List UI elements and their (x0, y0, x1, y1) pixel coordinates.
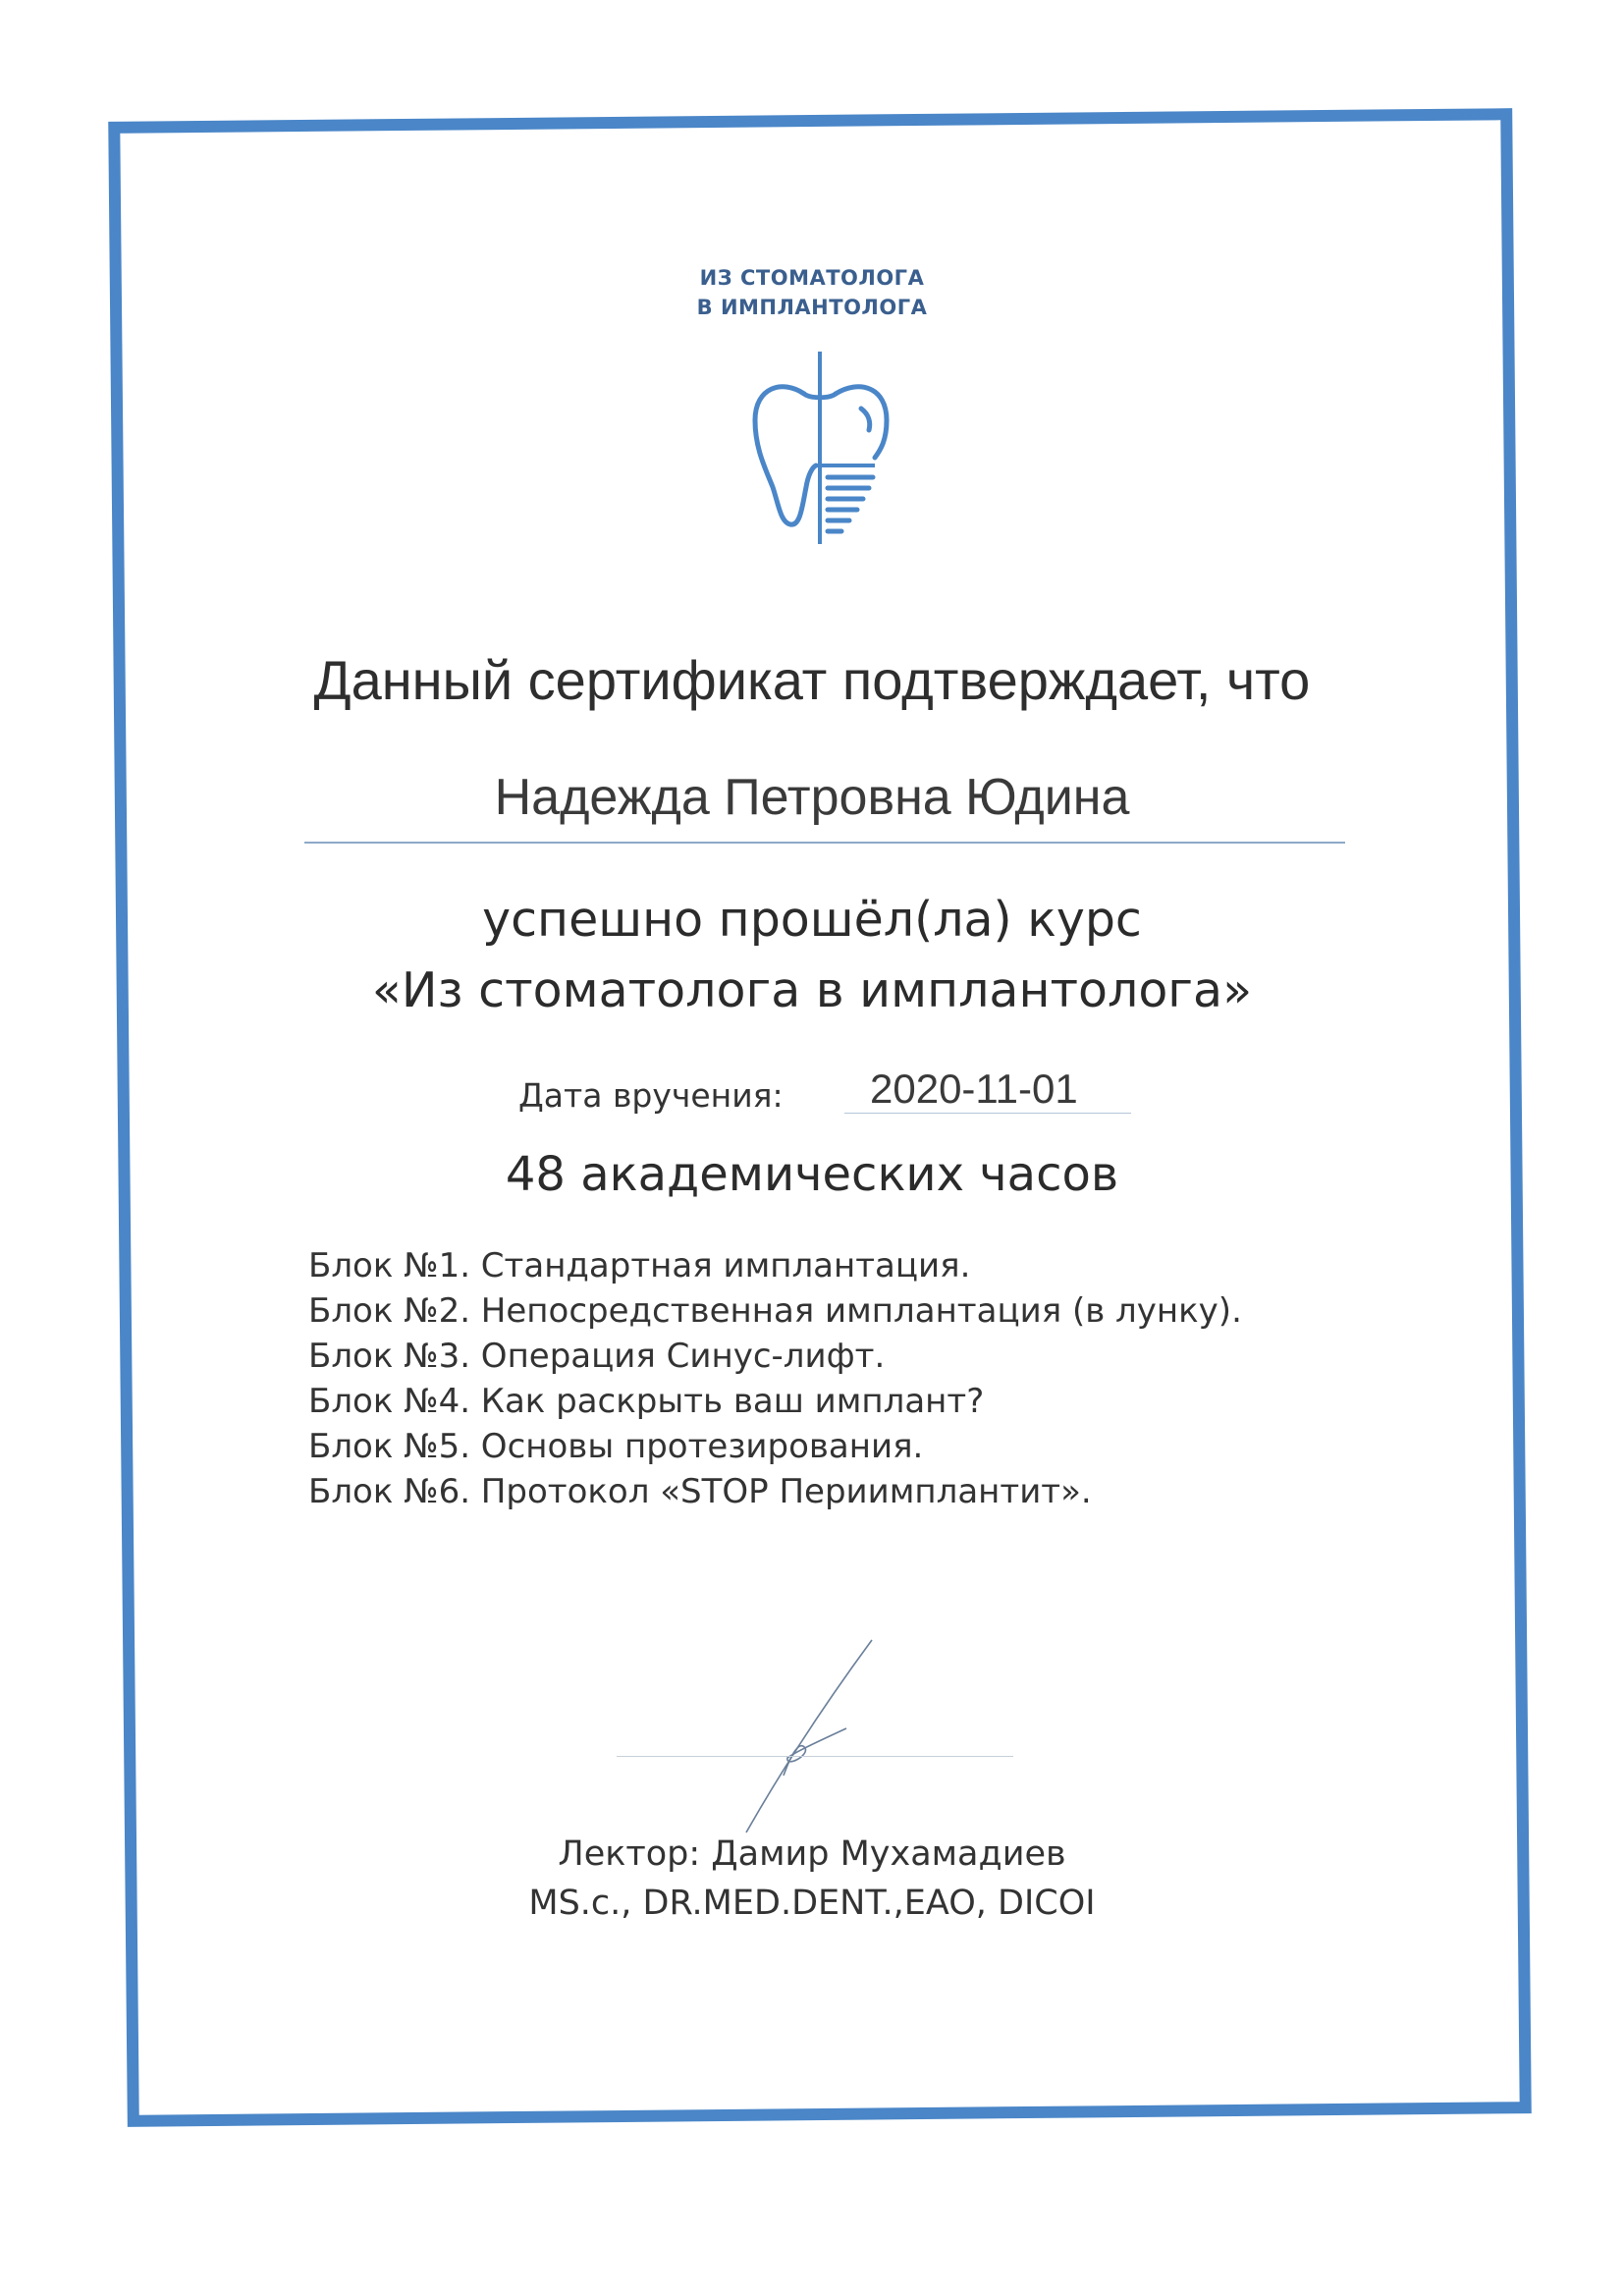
brand-line-1: ИЗ СТОМАТОЛОГА (699, 266, 925, 290)
signature-mark (727, 1638, 923, 1834)
module-item: Блок №6. Протокол «STOP Периимплантит». (308, 1472, 1092, 1511)
tooth-implant-icon (743, 350, 900, 546)
signature-line (617, 1756, 1013, 1757)
module-item: Блок №1. Стандартная имплантация. (308, 1246, 971, 1285)
certificate-heading: Данный сертификат подтверждает, что (313, 649, 1311, 711)
academic-hours: 48 академических часов (505, 1147, 1119, 1202)
module-item: Блок №5. Основы протезирования. (308, 1427, 924, 1466)
recipient-underline (304, 842, 1345, 844)
date-value: 2020-11-01 (870, 1066, 1078, 1112)
brand-line-2: В ИМПЛАНТОЛОГА (696, 296, 928, 319)
recipient-name: Надежда Петровна Юдина (494, 769, 1130, 826)
module-list (308, 1243, 1242, 1514)
date-label: Дата вручения: (518, 1076, 784, 1115)
date-underline (844, 1113, 1131, 1114)
module-item: Блок №3. Операция Синус-лифт. (308, 1337, 886, 1376)
completed-course-line: успешно прошёл(ла) курс (482, 892, 1142, 948)
module-item: Блок №4. Как раскрыть ваш имплант? (308, 1382, 985, 1421)
module-item: Блок №2. Непосредственная имплантация (в лунку). (308, 1291, 1242, 1331)
lecturer-name: Лектор: Дамир Мухамадиев (558, 1834, 1066, 1874)
lecturer-credentials: MS.c., DR.MED.DENT.,EAO, DICOI (528, 1884, 1096, 1923)
brand-title (0, 263, 1624, 322)
course-title: «Из стоматолога в имплантолога» (371, 962, 1253, 1018)
